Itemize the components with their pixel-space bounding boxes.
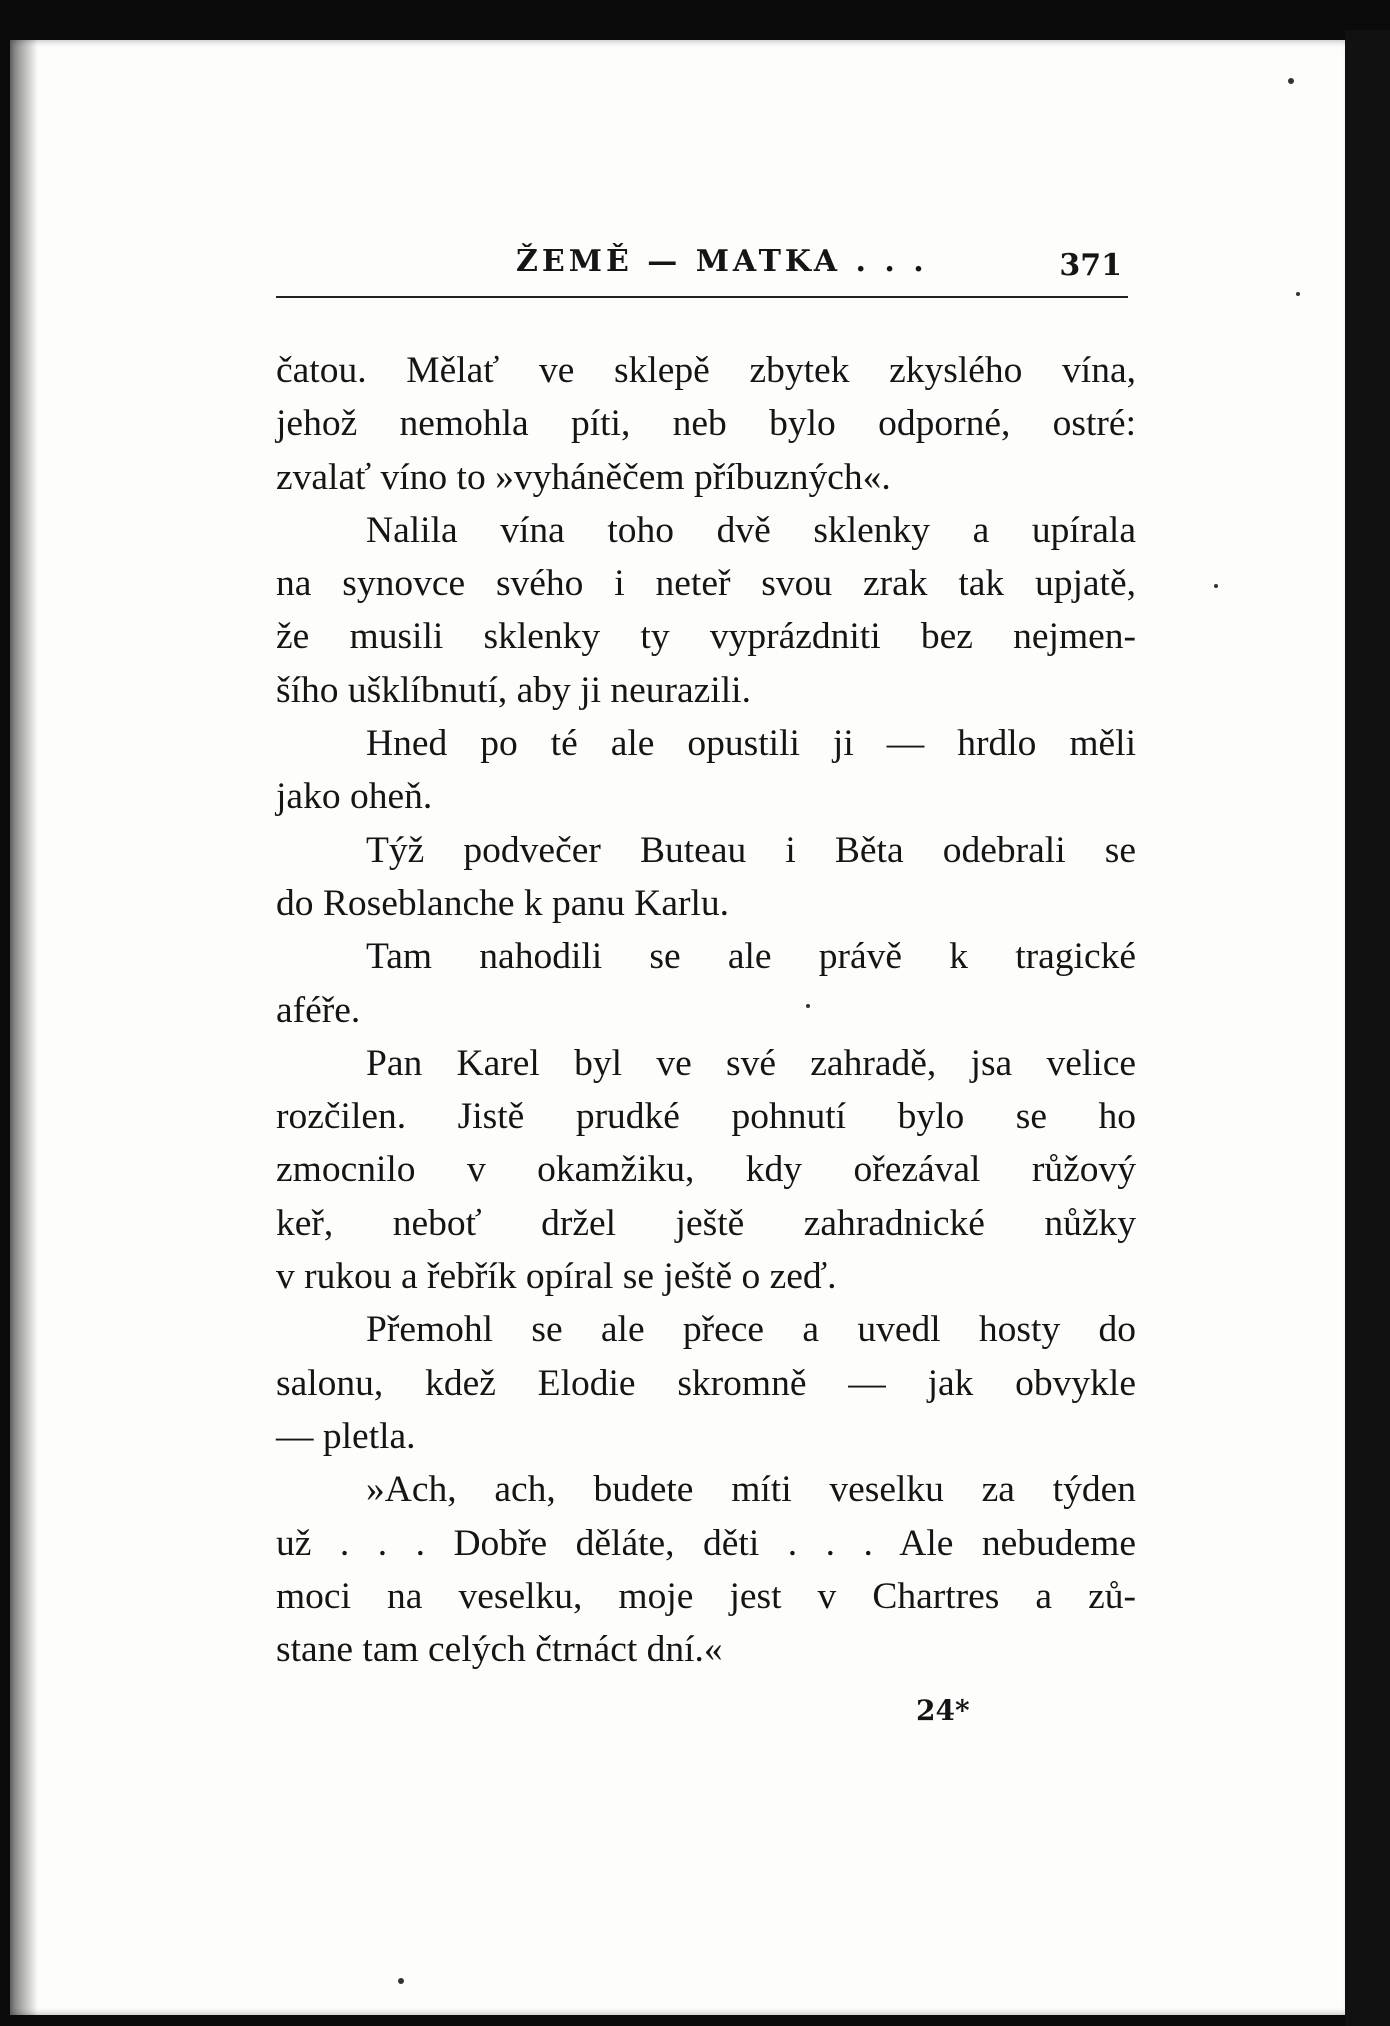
text-line: stane tam celých čtrnáct dní.« [276,1629,723,1671]
text-line: na synovce svého i neteř svou zrak tak upjatě, [276,563,1136,605]
text-line: zvalať víno to »vyháněčem příbuzných«. [276,456,891,498]
text-line: zmocnilo v okamžiku, kdy ořezával růžový [276,1149,1136,1191]
text-line: jako oheň. [276,776,433,818]
signature-mark: 24* [916,1694,970,1727]
text-line: »Ach, ach, budete míti veselku za týden [366,1469,1136,1511]
text-line: šího ušklíbnutí, aby ji neurazili. [276,669,751,711]
dust-speck [1288,78,1294,84]
text-line: že musili sklenky ty vyprázdniti bez nejmen- [276,616,1136,658]
text-line: do Roseblanche k panu Karlu. [276,882,730,924]
text-line: salonu, kdež Elodie skromně — jak obvykle [276,1362,1136,1404]
text-line: Tam nahodili se ale právě k tragické [366,936,1136,978]
text-line: už . . . Dobře děláte, děti . . . Ale nebudeme [276,1522,1136,1564]
text-line: Nalila vína toho dvě sklenky a upírala [366,509,1136,551]
page-number: 371 [1059,248,1122,283]
body-text [276,344,1136,1676]
dust-speck [1214,584,1218,588]
text-line: čatou. Mělať ve sklepě zbytek zkyslého vína, [276,350,1136,391]
text-line: v rukou a řebřík opíral se ještě o zeď. [276,1256,837,1298]
text-line: Pan Karel byl ve své zahradě, jsa velice [366,1042,1136,1084]
running-header [276,240,1128,296]
text-line: aféře. [276,989,361,1031]
text-line: Hned po té ale opustili ji — hrdlo měli [366,723,1136,765]
text-line: keř, neboť držel ještě zahradnické nůžky [276,1202,1136,1244]
text-line: Přemohl se ale přece a uvedl hosty do [366,1309,1136,1351]
text-line: rozčilen. Jistě prudké pohnutí bylo se ho [276,1096,1136,1138]
header-rule [276,296,1128,298]
running-title: ŽEMĚ — MATKA . . . [516,244,928,279]
page-edge-dark [1345,30,1390,2026]
dust-speck [398,1978,404,1984]
text-line: jehož nemohla píti, neb bylo odporné, ostré: [276,403,1136,445]
text-line: — pletla. [276,1415,416,1457]
text-line: moci na veselku, moje jest v Chartres a zů- [276,1575,1136,1617]
dust-speck [1296,292,1300,296]
gutter-shadow [10,40,38,2015]
text-line: Týž podvečer Buteau i Běta odebrali se [366,829,1136,871]
dust-speck [806,1004,810,1008]
